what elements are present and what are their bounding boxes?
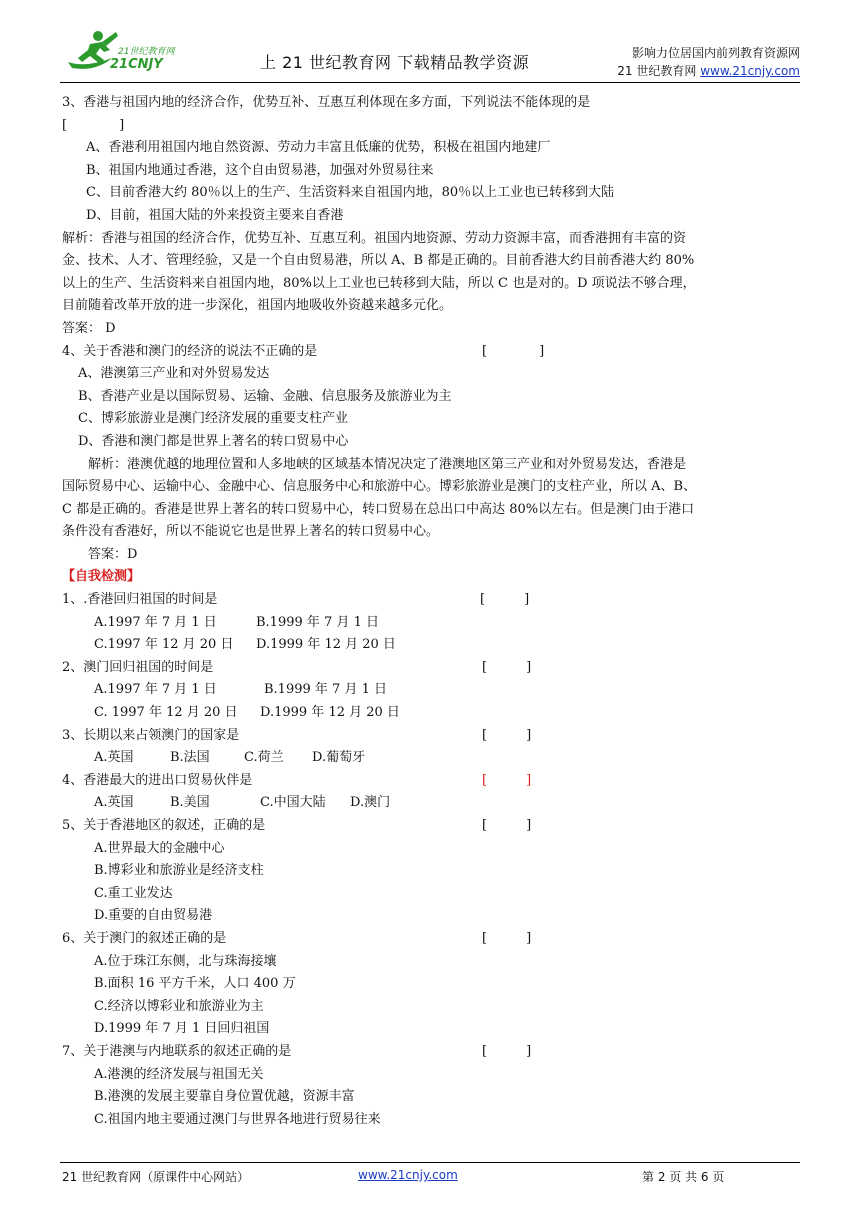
q4-answer-bracket: [ ] [482, 343, 545, 359]
sc-q1-options-row [62, 634, 802, 657]
header-divider [60, 82, 800, 83]
q4-stem: 4、关于香港和澳门的经济的说法不正确的是 [62, 343, 318, 359]
q3-analysis-line: 解析：香港与祖国的经济合作，优势互补、互惠互利。祖国内地资源、劳动力资源丰富，而香港拥有丰富的资 [62, 230, 687, 246]
sc-q3-option-a: A.英国 [94, 750, 134, 766]
sc-q2-option-b: B.1999 年 7 月 1 日 [264, 682, 387, 698]
sc-q6-option-b: B.面积 16 平方千米，人口 400 万 [94, 976, 296, 992]
sc-q1-bracket: [ ] [480, 592, 530, 608]
sc-q5-option-c: C.重工业发达 [94, 885, 173, 901]
footer-divider [60, 1162, 800, 1163]
q4-option-d: D、香港和澳门都是世界上著名的转口贸易中心 [78, 433, 349, 449]
q4-stem-row [62, 341, 802, 364]
sc-q2-options-row [62, 702, 802, 725]
sc-q4-stem: 4、香港最大的进出口贸易伙伴是 [62, 772, 253, 788]
sc-q3-option-b: B.法国 [170, 750, 210, 766]
sc-q5-stem: 5、关于香港地区的叙述，正确的是 [62, 818, 266, 833]
q3-option-b: B、祖国内地通过香港，这个自由贸易港，加强对外贸易往来 [86, 162, 434, 178]
sc-q5-option-a: A.世界最大的金融中心 [94, 840, 225, 856]
q3-answer: 答案： D [62, 320, 116, 336]
sc-q2-option-a: A.1997 年 7 月 1 日 [94, 682, 217, 698]
sc-q6-option-a: A.位于珠江东侧，北与珠海接壤 [94, 953, 277, 969]
sc-q1-option-b: B.1999 年 7 月 1 日 [256, 614, 379, 630]
sc-q3-stem-row [62, 725, 802, 748]
q4-answer: 答案：D [88, 546, 138, 562]
q3-stem: 3、香港与祖国内地的经济合作，优势互补、互惠互利体现在多方面，下列说法不能体现的是 [62, 95, 591, 110]
sc-q7-option-b: B.港澳的发展主要靠自身位置优越，资源丰富 [94, 1089, 355, 1105]
sc-q1-stem: 1、.香港回归祖国的时间是 [62, 592, 218, 608]
header-title: 上 21 世纪教育网 下载精品教学资源 [260, 53, 530, 72]
footer-site-name: 21 世纪教育网（原课件中心网站） [62, 1170, 250, 1184]
sc-q6-stem: 6、关于澳门的叙述正确的是 [62, 930, 227, 946]
site-logo[interactable] [66, 28, 186, 78]
q4-option-a: A、港澳第三产业和对外贸易发达 [78, 366, 270, 382]
sc-q5-stem-row [62, 815, 802, 838]
sc-q6-option-c: C.经济以博彩业和旅游业为主 [94, 998, 264, 1014]
sc-q4-option-b: B.美国 [170, 795, 210, 811]
q3-answer-bracket: [ ] [62, 117, 125, 133]
sc-q4-options-row [62, 792, 802, 815]
self-check-title: 【自我检测】 [62, 569, 141, 585]
sc-q3-option-c: C.荷兰 [244, 750, 284, 766]
sc-q1-option-d: D.1999 年 12 月 20 日 [256, 637, 396, 653]
sc-q4-stem-row [62, 770, 802, 793]
footer-site-link[interactable]: www.21cnjy.com [358, 1168, 458, 1182]
sc-q1-options-row [62, 612, 802, 635]
sc-q2-option-c: C. 1997 年 12 月 20 日 [94, 705, 238, 721]
q3-analysis-line: 以上的生产、生活资料来自祖国内地，80%以上工业也已转移到大陆，所以 C 也是对的。D 项说法不够合理， [62, 275, 696, 291]
sc-q1-option-c: C.1997 年 12 月 20 日 [94, 637, 234, 653]
q4-analysis-line: 解析：港澳优越的地理位置和人多地峡的区域基本情况决定了港澳地区第三产业和对外贸易发达，香港是 [88, 456, 687, 472]
q3-option-d: D、目前，祖国大陆的外来投资主要来自香港 [86, 207, 344, 223]
sc-q6-option-d: D.1999 年 7 月 1 日回归祖国 [94, 1021, 270, 1037]
sc-q4-option-d: D.澳门 [350, 795, 391, 811]
sc-q6-stem-row [62, 928, 802, 951]
sc-q7-bracket: [ ] [482, 1043, 532, 1059]
q3-analysis-line: 金、技术、人才、管理经验，又是一个自由贸易港，所以 A、B 都是正确的。目前香港大约目前香港大约 80% [62, 253, 695, 269]
sc-q7-option-c: C.祖国内地主要通过澳门与世界各地进行贸易往来 [94, 1111, 381, 1127]
q4-analysis-line: 国际贸易中心、运输中心、金融中心、信息服务中心和旅游中心。博彩旅游业是澳门的支柱产业，所以 A、B、 [62, 479, 697, 495]
q3-option-c: C、目前香港大约 80％以上的生产、生活资料来自祖国内地，80％以上工业也已转移到大陆 [86, 185, 615, 201]
runner-logo-icon [66, 28, 186, 78]
document-body [62, 92, 802, 1131]
sc-q1-stem-row [62, 589, 802, 612]
svg-text:21CNJY: 21CNJY [110, 57, 163, 72]
sc-q3-options-row [62, 747, 802, 770]
sc-q2-stem: 2、澳门回归祖国的时间是 [62, 659, 214, 675]
sc-q1-option-a: A.1997 年 7 月 1 日 [94, 614, 217, 630]
q4-analysis-line: 条件没有香港好，所以不能说它也是世界上著名的转口贸易中心。 [62, 524, 440, 540]
sc-q4-option-a: A.英国 [94, 795, 134, 811]
svg-text:21世纪教育网: 21世纪教育网 [118, 47, 175, 57]
sc-q2-options-row [62, 679, 802, 702]
sc-q3-option-d: D.葡萄牙 [312, 750, 366, 766]
header-tagline [617, 44, 800, 80]
sc-q2-bracket: [ ] [482, 659, 532, 675]
q4-analysis-line: C 都是正确的。香港是世界上著名的转口贸易中心，转口贸易在总出口中高达 80%以左右。但是澳门由于港口 [62, 501, 695, 517]
sc-q6-bracket: [ ] [482, 930, 532, 946]
footer-page-number: 第 2 页 共 6 页 [642, 1170, 725, 1184]
sc-q5-option-d: D.重要的自由贸易港 [94, 908, 213, 924]
q4-option-c: C、博彩旅游业是澳门经济发展的重要支柱产业 [78, 411, 348, 427]
header-site-name: 21 世纪教育网 [617, 64, 701, 78]
header-site-link[interactable]: www.21cnjy.com [700, 64, 800, 78]
sc-q7-option-a: A.港澳的经济发展与祖国无关 [94, 1066, 264, 1082]
sc-q3-stem: 3、长期以来占领澳门的国家是 [62, 727, 240, 743]
sc-q2-stem-row [62, 657, 802, 680]
page-header [60, 28, 800, 80]
header-tagline-line1: 影响力位居国内前列教育资源网 [631, 46, 800, 60]
sc-q7-stem: 7、关于港澳与内地联系的叙述正确的是 [62, 1043, 292, 1059]
q3-analysis-line: 目前随着改革开放的进一步深化，祖国内地吸收外资越来越多元化。 [62, 298, 453, 314]
sc-q4-bracket: [ ] [482, 772, 532, 788]
sc-q2-option-d: D.1999 年 12 月 20 日 [260, 705, 400, 721]
q3-option-a: A、香港利用祖国内地自然资源、劳动力丰富且低廉的优势，积极在祖国内地建厂 [86, 140, 551, 156]
sc-q7-stem-row [62, 1041, 802, 1064]
sc-q5-option-b: B.博彩业和旅游业是经济支柱 [94, 863, 264, 879]
header-tagline-line2 [617, 62, 800, 80]
sc-q4-option-c: C.中国大陆 [260, 795, 326, 811]
sc-q3-bracket: [ ] [482, 727, 532, 743]
q4-option-b: B、香港产业是以国际贸易、运输、金融、信息服务及旅游业为主 [78, 388, 452, 404]
sc-q5-bracket: [ ] [482, 818, 532, 833]
